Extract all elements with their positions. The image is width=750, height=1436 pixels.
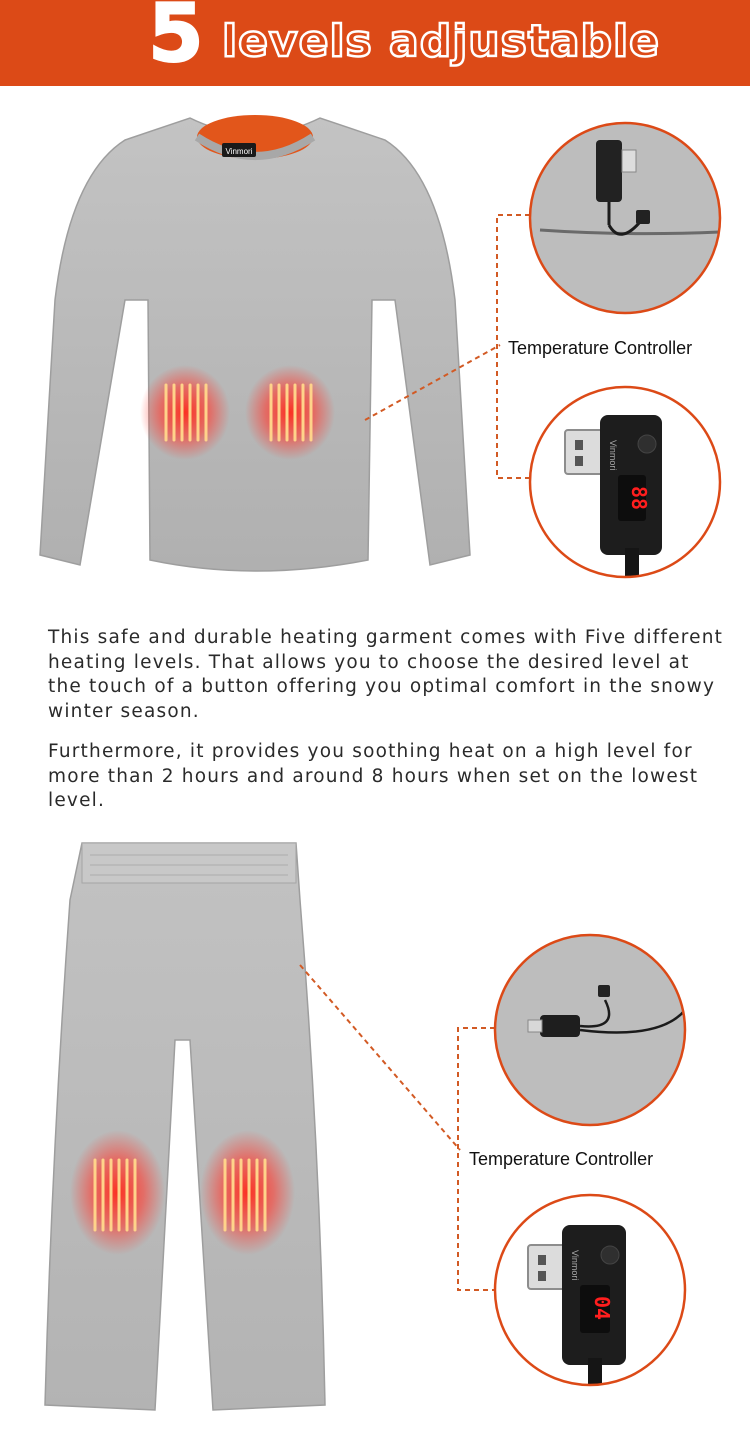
controller-brand-bottom: Vinmori (570, 1250, 580, 1281)
controller-closeup-connector (530, 123, 720, 313)
controller-closeup-display (530, 387, 720, 588)
pants-illustration (0, 836, 750, 1436)
description-paragraph-1: This safe and durable heating garment comes with Five different heating levels. That allows you to choose the desired level at the touch of a button offering you optimal comfort in the snowy winter season. (48, 627, 724, 722)
controller-label-top: Temperature Controller (508, 338, 693, 358)
shirt-body (40, 118, 470, 571)
pants-body (45, 843, 325, 1410)
controller-label-bottom: Temperature Controller (469, 1149, 654, 1169)
banner-number: 5 (148, 0, 204, 80)
display-reading-top: 88 (627, 485, 651, 511)
description-paragraph-2: Furthermore, it provides you soothing heat on a high level for more than 2 hours and around 8 hours when set on the lowest level. (48, 741, 699, 811)
brand-tag-text: Vinmori (225, 147, 253, 156)
controller-brand-top: Vinmori (608, 440, 618, 471)
display-reading-bottom: 04 (590, 1295, 614, 1321)
heating-pad-right (245, 365, 335, 460)
pants-controller-closeup-display (495, 1195, 685, 1398)
shirt-illustration (0, 0, 750, 600)
pants-controller-closeup-connector (495, 935, 685, 1125)
heating-pad-left (140, 365, 230, 460)
knee-heating-pad-right (200, 1130, 295, 1255)
knee-heating-pad-left (70, 1130, 165, 1255)
banner-title: levels adjustable (222, 16, 660, 67)
